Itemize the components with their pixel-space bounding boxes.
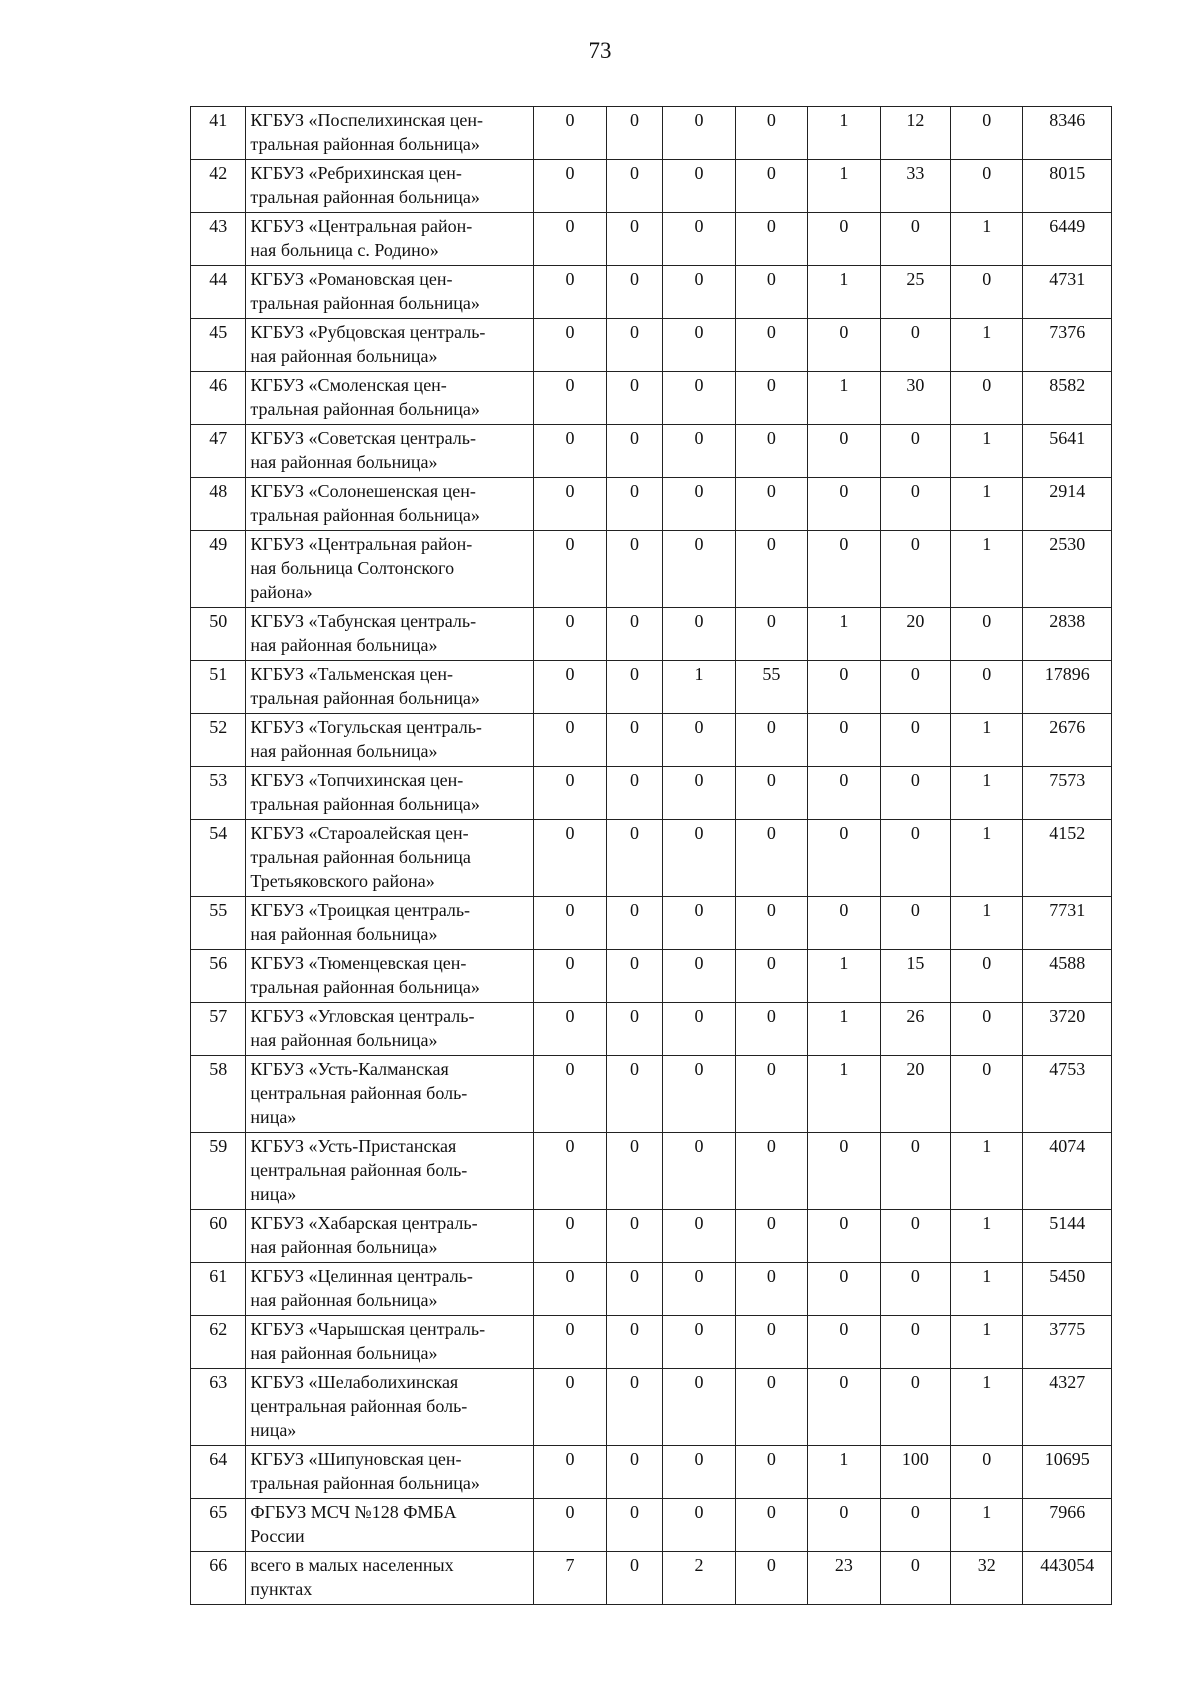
- total-cell: 6449: [1023, 213, 1112, 266]
- value-cell: 0: [663, 266, 735, 319]
- value-cell: 0: [735, 319, 807, 372]
- value-cell: 0: [735, 1210, 807, 1263]
- value-cell: 0: [735, 107, 807, 160]
- row-number: 47: [191, 425, 246, 478]
- value-cell: 15: [880, 950, 950, 1003]
- value-cell: 0: [534, 1316, 606, 1369]
- value-cell: 0: [735, 1552, 807, 1605]
- table-row: [191, 1003, 1112, 1056]
- total-cell: 8015: [1023, 160, 1112, 213]
- total-cell: 5641: [1023, 425, 1112, 478]
- table-row: [191, 1210, 1112, 1263]
- value-cell: 0: [534, 372, 606, 425]
- value-cell: 0: [880, 1552, 950, 1605]
- value-cell: 0: [606, 319, 662, 372]
- value-cell: 0: [606, 897, 662, 950]
- institution-name: ФГБУЗ МСЧ №128 ФМБА России: [246, 1499, 534, 1552]
- value-cell: 20: [880, 1056, 950, 1133]
- value-cell: 0: [663, 1499, 735, 1552]
- value-cell: 0: [606, 531, 662, 608]
- value-cell: 0: [534, 107, 606, 160]
- value-cell: 0: [808, 531, 880, 608]
- value-cell: 0: [534, 897, 606, 950]
- row-number: 48: [191, 478, 246, 531]
- value-cell: 0: [735, 1369, 807, 1446]
- value-cell: 2: [663, 1552, 735, 1605]
- value-cell: 0: [663, 160, 735, 213]
- value-cell: 1: [951, 767, 1023, 820]
- value-cell: 0: [534, 820, 606, 897]
- value-cell: 0: [880, 478, 950, 531]
- total-cell: 8582: [1023, 372, 1112, 425]
- value-cell: 1: [663, 661, 735, 714]
- row-number: 64: [191, 1446, 246, 1499]
- value-cell: 0: [735, 531, 807, 608]
- total-cell: 7376: [1023, 319, 1112, 372]
- institution-name: КГБУЗ «Смоленская цен- тральная районная больница»: [246, 372, 534, 425]
- value-cell: 0: [534, 1369, 606, 1446]
- value-cell: 0: [735, 767, 807, 820]
- institution-name: КГБУЗ «Троицкая централь- ная районная больница»: [246, 897, 534, 950]
- institution-name: КГБУЗ «Ребрихинская цен- тральная районная больница»: [246, 160, 534, 213]
- value-cell: 1: [951, 425, 1023, 478]
- value-cell: 0: [663, 107, 735, 160]
- value-cell: 0: [951, 372, 1023, 425]
- value-cell: 0: [534, 478, 606, 531]
- institution-name: КГБУЗ «Солонешенская цен- тральная районная больница»: [246, 478, 534, 531]
- value-cell: 0: [663, 897, 735, 950]
- table-row: [191, 767, 1112, 820]
- row-number: 46: [191, 372, 246, 425]
- value-cell: 0: [606, 1133, 662, 1210]
- value-cell: 1: [808, 950, 880, 1003]
- value-cell: 0: [534, 1210, 606, 1263]
- value-cell: 0: [606, 160, 662, 213]
- total-cell: 2676: [1023, 714, 1112, 767]
- value-cell: 0: [534, 531, 606, 608]
- value-cell: 0: [663, 820, 735, 897]
- table-row: [191, 1263, 1112, 1316]
- table-row: [191, 1552, 1112, 1605]
- value-cell: 0: [735, 1499, 807, 1552]
- value-cell: 0: [735, 714, 807, 767]
- value-cell: 0: [606, 478, 662, 531]
- row-number: 45: [191, 319, 246, 372]
- value-cell: 0: [606, 1316, 662, 1369]
- value-cell: 1: [808, 160, 880, 213]
- value-cell: 0: [534, 160, 606, 213]
- value-cell: 0: [735, 160, 807, 213]
- value-cell: 0: [534, 661, 606, 714]
- value-cell: 0: [808, 478, 880, 531]
- value-cell: 1: [951, 1499, 1023, 1552]
- total-cell: 17896: [1023, 661, 1112, 714]
- value-cell: 0: [606, 950, 662, 1003]
- value-cell: 12: [880, 107, 950, 160]
- value-cell: 20: [880, 608, 950, 661]
- value-cell: 0: [606, 767, 662, 820]
- total-cell: 4731: [1023, 266, 1112, 319]
- value-cell: 1: [808, 1446, 880, 1499]
- row-number: 58: [191, 1056, 246, 1133]
- total-cell: 10695: [1023, 1446, 1112, 1499]
- total-cell: 5450: [1023, 1263, 1112, 1316]
- value-cell: 33: [880, 160, 950, 213]
- value-cell: 0: [808, 1133, 880, 1210]
- value-cell: 0: [951, 950, 1023, 1003]
- row-number: 55: [191, 897, 246, 950]
- institution-name: КГБУЗ «Советская централь- ная районная больница»: [246, 425, 534, 478]
- value-cell: 0: [735, 1316, 807, 1369]
- table-row: [191, 531, 1112, 608]
- value-cell: 1: [951, 714, 1023, 767]
- total-cell: 443054: [1023, 1552, 1112, 1605]
- value-cell: 0: [735, 1056, 807, 1133]
- value-cell: 0: [808, 319, 880, 372]
- value-cell: 0: [951, 608, 1023, 661]
- value-cell: 0: [534, 714, 606, 767]
- institution-name: КГБУЗ «Шипуновская цен- тральная районная больница»: [246, 1446, 534, 1499]
- value-cell: 0: [880, 531, 950, 608]
- row-number: 52: [191, 714, 246, 767]
- institution-name: КГБУЗ «Поспелихинская цен- тральная районная больница»: [246, 107, 534, 160]
- value-cell: 0: [951, 1003, 1023, 1056]
- value-cell: 0: [663, 1446, 735, 1499]
- table-row: [191, 897, 1112, 950]
- value-cell: 0: [534, 319, 606, 372]
- institution-name: КГБУЗ «Тальменская цен- тральная районная больница»: [246, 661, 534, 714]
- value-cell: 0: [606, 1263, 662, 1316]
- row-number: 56: [191, 950, 246, 1003]
- total-cell: 2838: [1023, 608, 1112, 661]
- value-cell: 1: [951, 1316, 1023, 1369]
- value-cell: 0: [880, 820, 950, 897]
- table-row: [191, 661, 1112, 714]
- total-cell: 4588: [1023, 950, 1112, 1003]
- value-cell: 1: [951, 213, 1023, 266]
- value-cell: 1: [808, 1056, 880, 1133]
- value-cell: 26: [880, 1003, 950, 1056]
- value-cell: 0: [663, 213, 735, 266]
- value-cell: 0: [606, 714, 662, 767]
- value-cell: 0: [735, 950, 807, 1003]
- row-number: 54: [191, 820, 246, 897]
- institution-name: КГБУЗ «Чарышская централь- ная районная больница»: [246, 1316, 534, 1369]
- value-cell: 0: [663, 1133, 735, 1210]
- table-row: [191, 213, 1112, 266]
- value-cell: 0: [606, 1210, 662, 1263]
- value-cell: 23: [808, 1552, 880, 1605]
- value-cell: 0: [880, 213, 950, 266]
- value-cell: 1: [951, 1263, 1023, 1316]
- total-cell: 3775: [1023, 1316, 1112, 1369]
- value-cell: 0: [663, 1003, 735, 1056]
- value-cell: 0: [808, 1263, 880, 1316]
- table-row: [191, 107, 1112, 160]
- table-row: [191, 608, 1112, 661]
- value-cell: 0: [880, 1499, 950, 1552]
- value-cell: 0: [808, 714, 880, 767]
- value-cell: 0: [880, 1263, 950, 1316]
- value-cell: 1: [951, 820, 1023, 897]
- total-cell: 3720: [1023, 1003, 1112, 1056]
- value-cell: 0: [735, 425, 807, 478]
- value-cell: 0: [880, 1316, 950, 1369]
- value-cell: 1: [951, 319, 1023, 372]
- value-cell: 0: [951, 266, 1023, 319]
- value-cell: 1: [808, 266, 880, 319]
- value-cell: 7: [534, 1552, 606, 1605]
- value-cell: 0: [534, 950, 606, 1003]
- value-cell: 0: [880, 661, 950, 714]
- total-cell: 2914: [1023, 478, 1112, 531]
- row-number: 65: [191, 1499, 246, 1552]
- value-cell: 0: [534, 213, 606, 266]
- value-cell: 0: [663, 608, 735, 661]
- row-number: 59: [191, 1133, 246, 1210]
- row-number: 51: [191, 661, 246, 714]
- institution-name: КГБУЗ «Центральная район- ная больница Солтонского района»: [246, 531, 534, 608]
- value-cell: 0: [735, 1446, 807, 1499]
- value-cell: 0: [663, 1316, 735, 1369]
- value-cell: 0: [534, 1056, 606, 1133]
- row-number: 63: [191, 1369, 246, 1446]
- value-cell: 0: [663, 950, 735, 1003]
- value-cell: 0: [606, 820, 662, 897]
- institution-name: КГБУЗ «Целинная централь- ная районная больница»: [246, 1263, 534, 1316]
- value-cell: 1: [951, 478, 1023, 531]
- table-row: [191, 425, 1112, 478]
- value-cell: 0: [606, 1056, 662, 1133]
- value-cell: 0: [880, 714, 950, 767]
- row-number: 60: [191, 1210, 246, 1263]
- value-cell: 0: [606, 661, 662, 714]
- value-cell: 32: [951, 1552, 1023, 1605]
- value-cell: 0: [735, 1003, 807, 1056]
- value-cell: 0: [663, 425, 735, 478]
- table-row: [191, 1133, 1112, 1210]
- value-cell: 0: [735, 266, 807, 319]
- table-row: [191, 1369, 1112, 1446]
- value-cell: 1: [951, 531, 1023, 608]
- value-cell: 0: [735, 478, 807, 531]
- table-row: [191, 1446, 1112, 1499]
- value-cell: 0: [663, 1263, 735, 1316]
- institution-name: КГБУЗ «Шелаболихинская центральная районная боль- ница»: [246, 1369, 534, 1446]
- value-cell: 0: [606, 1552, 662, 1605]
- total-cell: 8346: [1023, 107, 1112, 160]
- institution-name: всего в малых населенных пунктах: [246, 1552, 534, 1605]
- value-cell: 0: [951, 160, 1023, 213]
- value-cell: 0: [534, 1003, 606, 1056]
- table-row: [191, 820, 1112, 897]
- value-cell: 0: [735, 213, 807, 266]
- value-cell: 0: [808, 1316, 880, 1369]
- value-cell: 0: [951, 1446, 1023, 1499]
- value-cell: 1: [808, 608, 880, 661]
- value-cell: 0: [606, 266, 662, 319]
- value-cell: 0: [663, 714, 735, 767]
- total-cell: 5144: [1023, 1210, 1112, 1263]
- value-cell: 0: [663, 478, 735, 531]
- value-cell: 0: [606, 1003, 662, 1056]
- institution-name: КГБУЗ «Центральная район- ная больница с. Родино»: [246, 213, 534, 266]
- value-cell: 0: [880, 767, 950, 820]
- value-cell: 0: [663, 1056, 735, 1133]
- value-cell: 0: [663, 1210, 735, 1263]
- table-row: [191, 160, 1112, 213]
- institution-name: КГБУЗ «Хабарская централь- ная районная больница»: [246, 1210, 534, 1263]
- value-cell: 0: [880, 897, 950, 950]
- value-cell: 0: [534, 1499, 606, 1552]
- value-cell: 0: [951, 1056, 1023, 1133]
- table-row: [191, 1499, 1112, 1552]
- value-cell: 0: [808, 1210, 880, 1263]
- table-row: [191, 714, 1112, 767]
- institution-name: КГБУЗ «Топчихинская цен- тральная районная больница»: [246, 767, 534, 820]
- value-cell: 55: [735, 661, 807, 714]
- value-cell: 0: [534, 266, 606, 319]
- row-number: 41: [191, 107, 246, 160]
- row-number: 43: [191, 213, 246, 266]
- value-cell: 0: [808, 767, 880, 820]
- value-cell: 0: [663, 319, 735, 372]
- value-cell: 1: [808, 107, 880, 160]
- row-number: 61: [191, 1263, 246, 1316]
- total-cell: 4753: [1023, 1056, 1112, 1133]
- value-cell: 1: [951, 1210, 1023, 1263]
- table-row: [191, 950, 1112, 1003]
- value-cell: 0: [606, 1369, 662, 1446]
- value-cell: 0: [735, 897, 807, 950]
- total-cell: 7966: [1023, 1499, 1112, 1552]
- hospital-table: [190, 106, 1112, 1605]
- row-number: 42: [191, 160, 246, 213]
- row-number: 57: [191, 1003, 246, 1056]
- table-row: [191, 266, 1112, 319]
- row-number: 66: [191, 1552, 246, 1605]
- value-cell: 0: [606, 425, 662, 478]
- institution-name: КГБУЗ «Романовская цен- тральная районная больница»: [246, 266, 534, 319]
- value-cell: 100: [880, 1446, 950, 1499]
- value-cell: 0: [606, 608, 662, 661]
- value-cell: 0: [606, 213, 662, 266]
- value-cell: 1: [808, 1003, 880, 1056]
- table-row: [191, 319, 1112, 372]
- value-cell: 0: [808, 820, 880, 897]
- value-cell: 0: [606, 1446, 662, 1499]
- value-cell: 0: [534, 425, 606, 478]
- value-cell: 0: [663, 372, 735, 425]
- value-cell: 0: [808, 213, 880, 266]
- value-cell: 0: [951, 661, 1023, 714]
- value-cell: 1: [808, 372, 880, 425]
- value-cell: 0: [606, 107, 662, 160]
- table-body: [191, 107, 1112, 1605]
- value-cell: 0: [808, 661, 880, 714]
- institution-name: КГБУЗ «Усть-Пристанская центральная районная боль- ница»: [246, 1133, 534, 1210]
- value-cell: 0: [880, 1369, 950, 1446]
- institution-name: КГБУЗ «Табунская централь- ная районная больница»: [246, 608, 534, 661]
- institution-name: КГБУЗ «Угловская централь- ная районная больница»: [246, 1003, 534, 1056]
- total-cell: 2530: [1023, 531, 1112, 608]
- value-cell: 25: [880, 266, 950, 319]
- row-number: 50: [191, 608, 246, 661]
- institution-name: КГБУЗ «Тогульская централь- ная районная больница»: [246, 714, 534, 767]
- table-row: [191, 372, 1112, 425]
- value-cell: 0: [951, 107, 1023, 160]
- total-cell: 4074: [1023, 1133, 1112, 1210]
- row-number: 44: [191, 266, 246, 319]
- value-cell: 0: [735, 372, 807, 425]
- value-cell: 0: [735, 1133, 807, 1210]
- value-cell: 0: [663, 767, 735, 820]
- value-cell: 0: [534, 1133, 606, 1210]
- institution-name: КГБУЗ «Староалейская цен- тральная районная больница Третьяковского района»: [246, 820, 534, 897]
- table-row: [191, 1316, 1112, 1369]
- value-cell: 0: [735, 820, 807, 897]
- institution-name: КГБУЗ «Тюменцевская цен- тральная районная больница»: [246, 950, 534, 1003]
- value-cell: 0: [880, 1133, 950, 1210]
- total-cell: 4327: [1023, 1369, 1112, 1446]
- value-cell: 0: [663, 1369, 735, 1446]
- value-cell: 0: [606, 1499, 662, 1552]
- table-row: [191, 478, 1112, 531]
- value-cell: 0: [534, 1446, 606, 1499]
- value-cell: 0: [808, 1499, 880, 1552]
- value-cell: 0: [880, 1210, 950, 1263]
- total-cell: 7731: [1023, 897, 1112, 950]
- value-cell: 0: [663, 531, 735, 608]
- value-cell: 30: [880, 372, 950, 425]
- value-cell: 1: [951, 897, 1023, 950]
- value-cell: 0: [735, 1263, 807, 1316]
- value-cell: 0: [880, 425, 950, 478]
- value-cell: 0: [534, 767, 606, 820]
- table-row: [191, 1056, 1112, 1133]
- value-cell: 0: [606, 372, 662, 425]
- total-cell: 4152: [1023, 820, 1112, 897]
- value-cell: 0: [808, 897, 880, 950]
- institution-name: КГБУЗ «Усть-Калманская центральная районная боль- ница»: [246, 1056, 534, 1133]
- value-cell: 0: [880, 319, 950, 372]
- value-cell: 0: [808, 1369, 880, 1446]
- value-cell: 1: [951, 1369, 1023, 1446]
- value-cell: 0: [735, 608, 807, 661]
- row-number: 62: [191, 1316, 246, 1369]
- row-number: 49: [191, 531, 246, 608]
- value-cell: 0: [808, 425, 880, 478]
- value-cell: 0: [534, 608, 606, 661]
- total-cell: 7573: [1023, 767, 1112, 820]
- value-cell: 0: [534, 1263, 606, 1316]
- page-number: 73: [588, 38, 612, 63]
- value-cell: 1: [951, 1133, 1023, 1210]
- row-number: 53: [191, 767, 246, 820]
- institution-name: КГБУЗ «Рубцовская централь- ная районная больница»: [246, 319, 534, 372]
